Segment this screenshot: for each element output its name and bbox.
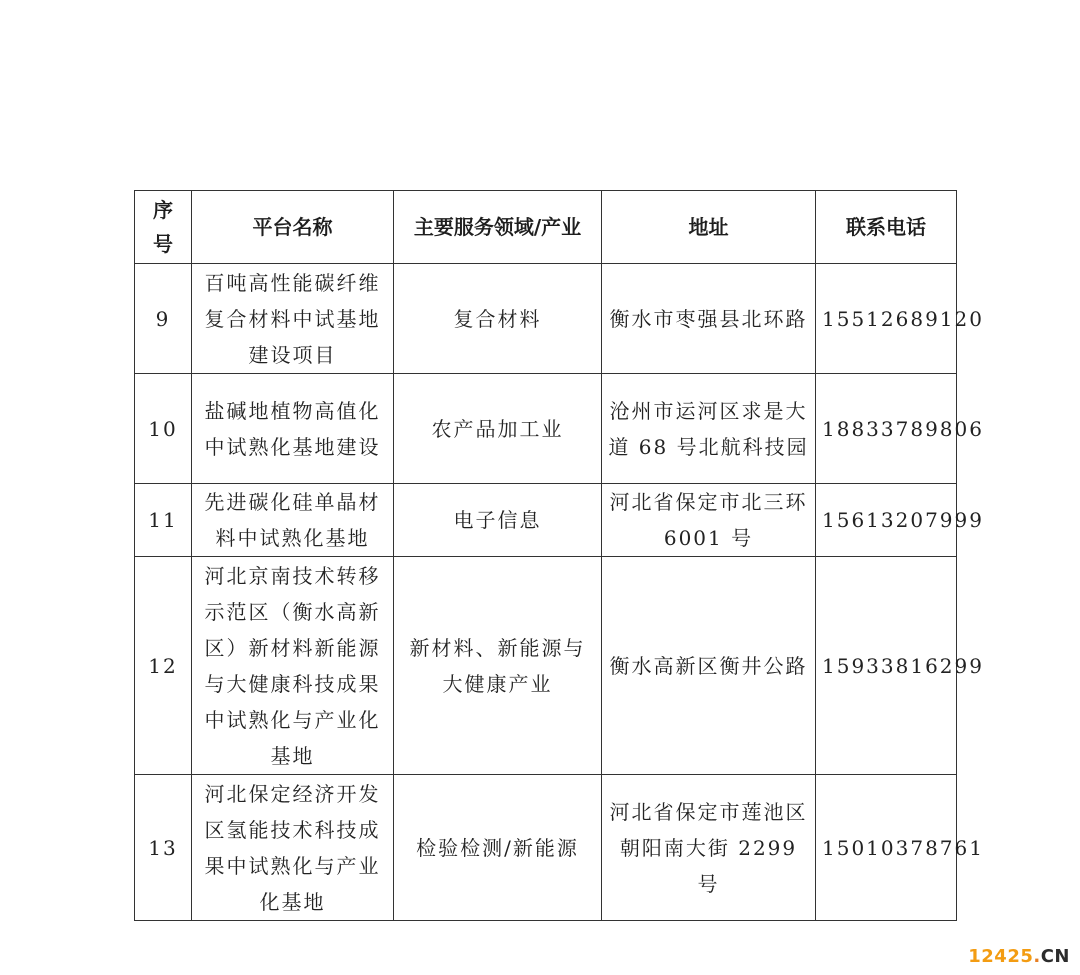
row-phone: 15512689120 — [816, 264, 957, 374]
row-field: 检验检测/新能源 — [394, 775, 602, 921]
header-name: 平台名称 — [192, 191, 394, 264]
table-header-row — [135, 191, 957, 264]
table-row — [135, 264, 957, 374]
row-no: 10 — [135, 374, 192, 484]
table-row — [135, 557, 957, 775]
row-name: 盐碱地植物高值化中试熟化基地建设 — [192, 374, 394, 484]
watermark-dot: . — [1033, 946, 1041, 967]
header-field: 主要服务领域/产业 — [394, 191, 602, 264]
row-no: 9 — [135, 264, 192, 374]
row-address: 衡水市枣强县北环路 — [602, 264, 816, 374]
site-watermark — [968, 946, 1070, 967]
row-field: 农产品加工业 — [394, 374, 602, 484]
table-row — [135, 484, 957, 557]
header-phone: 联系电话 — [816, 191, 957, 264]
row-address: 沧州市运河区求是大道 68 号北航科技园 — [602, 374, 816, 484]
row-field: 电子信息 — [394, 484, 602, 557]
row-name: 先进碳化硅单晶材料中试熟化基地 — [192, 484, 394, 557]
row-phone: 15933816299 — [816, 557, 957, 775]
row-field: 复合材料 — [394, 264, 602, 374]
row-name: 河北保定经济开发区氢能技术科技成果中试熟化与产业化基地 — [192, 775, 394, 921]
table-row — [135, 775, 957, 921]
row-name: 百吨高性能碳纤维复合材料中试基地建设项目 — [192, 264, 394, 374]
row-name: 河北京南技术转移示范区（衡水高新区）新材料新能源与大健康科技成果中试熟化与产业化基地 — [192, 557, 394, 775]
row-no: 13 — [135, 775, 192, 921]
row-address: 河北省保定市北三环 6001 号 — [602, 484, 816, 557]
row-phone: 15010378761 — [816, 775, 957, 921]
row-phone: 15613207999 — [816, 484, 957, 557]
row-no: 12 — [135, 557, 192, 775]
row-field: 新材料、新能源与大健康产业 — [394, 557, 602, 775]
watermark-tld: CN — [1040, 946, 1070, 967]
watermark-digits: 12425 — [968, 946, 1034, 967]
row-address: 衡水高新区衡井公路 — [602, 557, 816, 775]
row-phone: 18833789806 — [816, 374, 957, 484]
header-no: 序号 — [135, 191, 192, 264]
table-row — [135, 374, 957, 484]
row-no: 11 — [135, 484, 192, 557]
platform-table — [134, 190, 984, 921]
header-address: 地址 — [602, 191, 816, 264]
row-address: 河北省保定市莲池区朝阳南大街 2299 号 — [602, 775, 816, 921]
